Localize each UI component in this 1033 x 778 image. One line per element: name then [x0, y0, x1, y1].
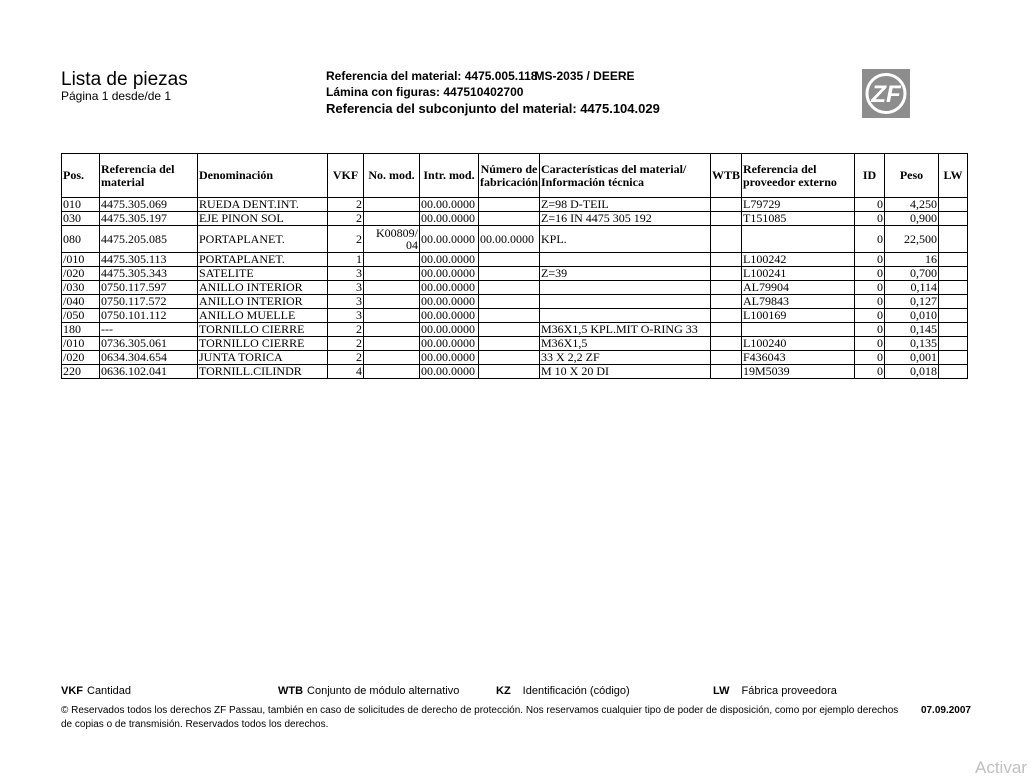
cell-vkf: 2	[328, 351, 364, 365]
cell-denomination: EJE PINON SOL	[198, 212, 328, 226]
col-header-vkf: VKF	[328, 154, 364, 198]
cell-vkf: 2	[328, 337, 364, 351]
col-header-pos: Pos.	[62, 154, 100, 198]
cell-no-mod	[364, 198, 420, 212]
zf-logo-text: ZF	[871, 81, 901, 108]
cell-wtb	[710, 253, 741, 267]
cell-lw	[939, 337, 968, 351]
cell-wtb	[710, 337, 741, 351]
table-row	[62, 351, 968, 365]
footer	[61, 704, 971, 732]
cell-material-ref: 0750.117.597	[100, 281, 198, 295]
cell-weight: 0,700	[885, 267, 939, 281]
cell-denomination: ANILLO INTERIOR	[198, 295, 328, 309]
cell-denomination: TORNILL.CILINDR	[198, 365, 328, 379]
cell-lw	[939, 226, 968, 253]
cell-denomination: JUNTA TORICA	[198, 351, 328, 365]
cell-pos: 220	[62, 365, 100, 379]
cell-vkf: 1	[328, 253, 364, 267]
cell-supplier-ref: L100242	[742, 253, 855, 267]
cell-pos: 180	[62, 323, 100, 337]
col-header-wtb: WTB	[710, 154, 741, 198]
cell-supplier-ref: T151085	[742, 212, 855, 226]
col-header-denomination: Denominación	[198, 154, 328, 198]
document-date: 07.09.2007	[920, 705, 971, 716]
cell-material-ref: 0636.102.041	[100, 365, 198, 379]
cell-characteristics: M 10 X 20 DI	[539, 365, 710, 379]
cell-id: 0	[855, 365, 885, 379]
cell-vkf: 2	[328, 198, 364, 212]
cell-fabrication-number	[479, 198, 540, 212]
cell-vkf: 2	[328, 226, 364, 253]
table-row	[62, 198, 968, 212]
cell-intr-mod: 00.00.0000	[420, 337, 479, 351]
cell-lw	[939, 309, 968, 323]
cell-characteristics: M36X1,5 KPL.MIT O-RING 33	[539, 323, 710, 337]
material-reference-number: Referencia del material: 4475.005.118	[326, 69, 538, 83]
cell-id: 0	[855, 226, 885, 253]
cell-denomination: PORTAPLANET.	[198, 226, 328, 253]
cell-fabrication-number	[479, 212, 540, 226]
legend-wtb-text: Conjunto de módulo alternativo	[307, 685, 460, 697]
cell-fabrication-number	[479, 253, 540, 267]
cell-vkf: 3	[328, 281, 364, 295]
table-row	[62, 365, 968, 379]
cell-fabrication-number	[479, 281, 540, 295]
cell-material-ref: 0736.305.061	[100, 337, 198, 351]
cell-weight: 0,135	[885, 337, 939, 351]
cell-supplier-ref: L100240	[742, 337, 855, 351]
cell-denomination: ANILLO INTERIOR	[198, 281, 328, 295]
cell-supplier-ref: L79729	[742, 198, 855, 212]
cell-weight: 0,127	[885, 295, 939, 309]
cell-id: 0	[855, 198, 885, 212]
subassembly-reference: Referencia del subconjunto del material: 4475.104.029	[326, 101, 660, 116]
table-row	[62, 212, 968, 226]
col-header-fabrication-number: Número de fabricación	[479, 154, 540, 198]
cell-id: 0	[855, 253, 885, 267]
cell-id: 0	[855, 323, 885, 337]
cell-id: 0	[855, 337, 885, 351]
cell-weight: 0,018	[885, 365, 939, 379]
cell-denomination: RUEDA DENT.INT.	[198, 198, 328, 212]
cell-weight: 0,010	[885, 309, 939, 323]
cell-lw	[939, 323, 968, 337]
cell-pos: 030	[62, 212, 100, 226]
cell-pos: /020	[62, 267, 100, 281]
cell-intr-mod: 00.00.0000	[420, 351, 479, 365]
table-row	[62, 309, 968, 323]
cell-material-ref: 4475.205.085	[100, 226, 198, 253]
cell-wtb	[710, 365, 741, 379]
material-reference-model: MS-2035 / DEERE	[534, 69, 635, 83]
cell-weight: 0,900	[885, 212, 939, 226]
cell-wtb	[710, 267, 741, 281]
page-title: Lista de piezas	[61, 69, 188, 90]
cell-supplier-ref: 19M5039	[742, 365, 855, 379]
cell-vkf: 2	[328, 212, 364, 226]
cell-intr-mod: 00.00.0000	[420, 323, 479, 337]
cell-denomination: SATELITE	[198, 267, 328, 281]
cell-denomination: ANILLO MUELLE	[198, 309, 328, 323]
cell-supplier-ref	[742, 226, 855, 253]
cell-vkf: 3	[328, 267, 364, 281]
cell-pos: /040	[62, 295, 100, 309]
cell-characteristics	[539, 295, 710, 309]
cell-supplier-ref: AL79843	[742, 295, 855, 309]
cell-intr-mod: 00.00.0000	[420, 212, 479, 226]
cell-weight: 4,250	[885, 198, 939, 212]
cell-wtb	[710, 351, 741, 365]
cell-id: 0	[855, 309, 885, 323]
col-header-characteristics: Características del material/ Información técnica	[539, 154, 710, 198]
col-header-lw: LW	[939, 154, 968, 198]
cell-lw	[939, 267, 968, 281]
cell-wtb	[710, 323, 741, 337]
table-row	[62, 267, 968, 281]
cell-lw	[939, 351, 968, 365]
cell-no-mod	[364, 309, 420, 323]
cell-wtb	[710, 226, 741, 253]
cell-no-mod	[364, 253, 420, 267]
cell-characteristics: Z=16 IN 4475 305 192	[539, 212, 710, 226]
cell-fabrication-number	[479, 351, 540, 365]
table-row	[62, 337, 968, 351]
cell-material-ref: 4475.305.113	[100, 253, 198, 267]
cell-intr-mod: 00.00.0000	[420, 281, 479, 295]
legend-lw-abbr: LW	[713, 685, 730, 697]
cell-id: 0	[855, 351, 885, 365]
cell-characteristics: KPL.	[539, 226, 710, 253]
cell-no-mod	[364, 295, 420, 309]
cell-wtb	[710, 295, 741, 309]
cell-denomination: PORTAPLANET.	[198, 253, 328, 267]
cell-fabrication-number	[479, 365, 540, 379]
legend-kz-text: Identificación (código)	[522, 685, 630, 697]
legend-lw-text: Fábrica proveedora	[741, 685, 837, 697]
sheet-reference: Lámina con figuras: 447510402700	[326, 85, 524, 99]
cell-pos: /050	[62, 309, 100, 323]
cell-no-mod	[364, 226, 420, 253]
cell-intr-mod: 00.00.0000	[420, 309, 479, 323]
cell-pos: /030	[62, 281, 100, 295]
activation-watermark: Activar	[975, 758, 1027, 777]
cell-wtb	[710, 281, 741, 295]
cell-supplier-ref: AL79904	[742, 281, 855, 295]
cell-intr-mod: 00.00.0000	[420, 295, 479, 309]
cell-id: 0	[855, 295, 885, 309]
cell-wtb	[710, 212, 741, 226]
cell-supplier-ref: L100241	[742, 267, 855, 281]
cell-intr-mod: 00.00.0000	[420, 226, 479, 253]
cell-lw	[939, 281, 968, 295]
cell-weight: 0,114	[885, 281, 939, 295]
col-header-material-ref: Referencia del material	[100, 154, 198, 198]
cell-weight: 0,001	[885, 351, 939, 365]
cell-lw	[939, 212, 968, 226]
cell-vkf: 4	[328, 365, 364, 379]
cell-lw	[939, 295, 968, 309]
cell-fabrication-number	[479, 323, 540, 337]
cell-weight: 0,145	[885, 323, 939, 337]
cell-pos: /010	[62, 253, 100, 267]
cell-id: 0	[855, 212, 885, 226]
table-header-row	[62, 154, 968, 198]
cell-id: 0	[855, 267, 885, 281]
col-header-supplier-ref: Referencia del proveedor externo	[742, 154, 855, 198]
legend-wtb-abbr: WTB	[278, 685, 304, 697]
page-number: Página 1 desde/de 1	[61, 89, 172, 103]
material-reference	[326, 69, 635, 83]
cell-fabrication-number	[479, 267, 540, 281]
cell-intr-mod: 00.00.0000	[420, 253, 479, 267]
legend-kz	[496, 685, 630, 697]
cell-vkf: 3	[328, 309, 364, 323]
table-row	[62, 226, 968, 253]
cell-intr-mod: 00.00.0000	[420, 198, 479, 212]
cell-characteristics: M36X1,5	[539, 337, 710, 351]
cell-intr-mod: 00.00.0000	[420, 267, 479, 281]
cell-fabrication-number	[479, 295, 540, 309]
cell-no-mod	[364, 267, 420, 281]
cell-pos: 010	[62, 198, 100, 212]
legend-vkf-text: Cantidad	[87, 685, 132, 697]
legend-lw	[713, 685, 837, 697]
legend-vkf-abbr: VKF	[61, 685, 83, 697]
legend-kz-abbr: KZ	[496, 685, 511, 697]
cell-characteristics	[539, 281, 710, 295]
cell-no-mod-value: K00809/ 04	[376, 226, 418, 252]
cell-characteristics	[539, 253, 710, 267]
cell-characteristics: Z=39	[539, 267, 710, 281]
table-row	[62, 281, 968, 295]
cell-fabrication-number: 00.00.0000	[479, 226, 540, 253]
cell-characteristics: Z=98 D-TEIL	[539, 198, 710, 212]
cell-denomination: TORNILLO CIERRE	[198, 323, 328, 337]
cell-material-ref: 4475.305.069	[100, 198, 198, 212]
cell-vkf: 3	[328, 295, 364, 309]
cell-supplier-ref: L100169	[742, 309, 855, 323]
cell-no-mod	[364, 212, 420, 226]
cell-pos: 080	[62, 226, 100, 253]
cell-material-ref: 4475.305.197	[100, 212, 198, 226]
cell-no-mod	[364, 365, 420, 379]
cell-material-ref: 0750.101.112	[100, 309, 198, 323]
zf-logo	[862, 69, 910, 118]
cell-intr-mod: 00.00.0000	[420, 365, 479, 379]
cell-vkf: 2	[328, 323, 364, 337]
cell-material-ref: 0634.304.654	[100, 351, 198, 365]
cell-material-ref: ---	[100, 323, 198, 337]
table-row	[62, 295, 968, 309]
table-row	[62, 253, 968, 267]
cell-material-ref: 0750.117.572	[100, 295, 198, 309]
cell-lw	[939, 253, 968, 267]
table-row	[62, 323, 968, 337]
cell-no-mod	[364, 351, 420, 365]
legend-wtb	[278, 685, 459, 697]
cell-supplier-ref	[742, 323, 855, 337]
col-header-id: ID	[855, 154, 885, 198]
cell-weight: 16	[885, 253, 939, 267]
cell-id: 0	[855, 281, 885, 295]
copyright-notice: © Reservados todos los derechos ZF Passau, también en caso de solicitudes de derecho de protección. Nos reservamos cualquier tipo de poder de disposición, como por ejemplo derechos de copias o de transmisión. Reservados todos los derechos.	[61, 705, 899, 730]
cell-wtb	[710, 198, 741, 212]
cell-material-ref: 4475.305.343	[100, 267, 198, 281]
cell-lw	[939, 198, 968, 212]
cell-supplier-ref: F436043	[742, 351, 855, 365]
col-header-intr-mod: Intr. mod.	[420, 154, 479, 198]
legend-vkf	[61, 685, 131, 697]
cell-wtb	[710, 309, 741, 323]
cell-no-mod	[364, 323, 420, 337]
cell-fabrication-number	[479, 337, 540, 351]
cell-weight: 22,500	[885, 226, 939, 253]
cell-pos: /020	[62, 351, 100, 365]
cell-characteristics: 33 X 2,2 ZF	[539, 351, 710, 365]
cell-lw	[939, 365, 968, 379]
cell-pos: /010	[62, 337, 100, 351]
cell-no-mod	[364, 281, 420, 295]
parts-table	[61, 153, 968, 379]
col-header-weight: Peso	[885, 154, 939, 198]
cell-fabrication-number	[479, 309, 540, 323]
col-header-no-mod: No. mod.	[364, 154, 420, 198]
cell-no-mod	[364, 337, 420, 351]
cell-characteristics	[539, 309, 710, 323]
cell-denomination: TORNILLO CIERRE	[198, 337, 328, 351]
